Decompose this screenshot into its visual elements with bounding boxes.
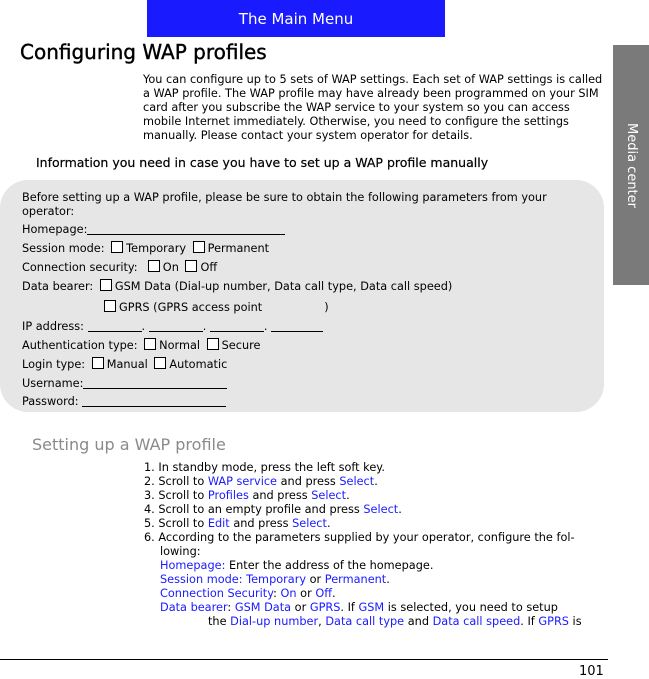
list-item xyxy=(144,531,582,545)
step-text: and press xyxy=(248,489,312,502)
list-item xyxy=(144,601,582,615)
normal-checkbox xyxy=(144,338,156,350)
menu-term: Data call type xyxy=(325,615,405,628)
ip-octet-4 xyxy=(271,319,323,332)
step-text: . If xyxy=(340,601,359,614)
menu-term: Session mode: Temporary xyxy=(160,573,307,586)
off-checkbox xyxy=(185,260,197,272)
page-number: 101 xyxy=(579,664,604,679)
menu-term: WAP service xyxy=(207,475,278,488)
ip-address-row xyxy=(22,319,323,334)
on-checkbox xyxy=(148,260,160,272)
step-text: 2. Scroll to xyxy=(144,475,208,488)
login-type-row xyxy=(22,357,227,372)
step-text: or xyxy=(306,573,325,586)
menu-term: Connection Security xyxy=(160,587,274,600)
step-text: or xyxy=(296,587,316,600)
step-text: . xyxy=(386,573,390,586)
step-text: is selected, you need to setup xyxy=(384,601,558,614)
temporary-checkbox xyxy=(111,241,123,253)
username-label: Username: xyxy=(22,377,84,390)
list-item xyxy=(144,587,582,601)
ip-address-label: IP address: xyxy=(22,320,84,333)
automatic-checkbox xyxy=(154,357,166,369)
list-item xyxy=(144,475,582,489)
normal-label: Normal xyxy=(159,339,201,352)
ip-dot: . xyxy=(263,320,268,333)
homepage-label: Homepage: xyxy=(22,223,88,236)
menu-term: Select xyxy=(363,503,399,516)
ip-dot: . xyxy=(141,320,146,333)
step-text: . xyxy=(374,475,378,488)
step-text: and xyxy=(404,615,433,628)
homepage-blank xyxy=(87,222,285,235)
step-text: 6. According to the parameters supplied by your operator, configure the fol- xyxy=(144,531,575,544)
ip-dot: . xyxy=(202,320,207,333)
gprs-close: ) xyxy=(324,301,329,314)
step-text: and press xyxy=(229,517,293,530)
menu-term: GPRS xyxy=(538,615,569,628)
automatic-label: Automatic xyxy=(169,358,228,371)
password-label: Password: xyxy=(22,395,79,408)
menu-term: Homepage: xyxy=(160,559,226,572)
username-row xyxy=(22,376,227,391)
menu-term: GPRS xyxy=(309,601,341,614)
list-item xyxy=(144,517,582,531)
username-blank xyxy=(83,376,227,389)
footer-divider xyxy=(0,659,608,660)
page-title: Configuring WAP profiles xyxy=(20,40,267,64)
step-text: . xyxy=(346,489,350,502)
ip-octet-1 xyxy=(88,319,142,332)
intro-paragraph: You can configure up to 5 sets of WAP settings. Each set of WAP settings is called a WAP profile. The WAP profile may have already been programmed on your SIM card after you subscribe the WAP service to your system so you can access mobile Internet immediately. Otherwise, you need to configure the settings manually. Please contact your system operator for details. xyxy=(143,73,603,142)
manual-label: Manual xyxy=(106,358,148,371)
on-label: On xyxy=(162,261,179,274)
session-mode-row xyxy=(22,241,269,256)
gprs-checkbox xyxy=(104,300,116,312)
step-text: Enter the address of the homepage. xyxy=(225,559,434,572)
menu-term: Permanent xyxy=(324,573,387,586)
side-tab xyxy=(613,45,649,285)
login-type-label: Login type: xyxy=(22,358,86,371)
step-text: the xyxy=(208,615,231,628)
list-item xyxy=(144,559,582,573)
chapter-banner: The Main Menu xyxy=(147,0,445,37)
step-text: . xyxy=(398,503,402,516)
step-text: lowing: xyxy=(160,545,201,558)
menu-term: Select xyxy=(292,517,327,530)
panel-intro: Before setting up a WAP profile, please be sure to obtain the following parameters from your operator: xyxy=(22,191,547,218)
menu-term: Select xyxy=(311,489,347,502)
menu-term: On xyxy=(280,587,297,600)
list-item xyxy=(144,461,582,475)
list-item xyxy=(144,545,582,559)
list-item xyxy=(144,489,582,503)
permanent-checkbox xyxy=(193,241,205,253)
step-text: . xyxy=(326,517,331,530)
homepage-row xyxy=(22,222,285,237)
manual-checkbox xyxy=(92,357,104,369)
side-tab-label: Media center xyxy=(623,122,639,208)
step-text: 3. Scroll to xyxy=(144,489,208,502)
gsm-checkbox xyxy=(100,279,112,291)
connection-security-row xyxy=(22,260,217,275)
steps-list xyxy=(144,461,582,629)
setup-heading: Setting up a WAP profile xyxy=(32,435,226,454)
menu-term: Edit xyxy=(207,517,230,530)
password-row xyxy=(22,394,226,409)
list-item xyxy=(144,573,582,587)
list-item xyxy=(144,503,582,517)
auth-type-row xyxy=(22,338,260,353)
menu-term: Data call speed xyxy=(432,615,521,628)
step-text: , xyxy=(318,615,326,628)
off-label: Off xyxy=(200,261,218,274)
step-text: is xyxy=(568,615,582,628)
gprs-row xyxy=(101,300,329,315)
menu-term: Dial-up number xyxy=(230,615,319,628)
gsm-label: GSM Data (Dial-up number, Data call type, Data call speed) xyxy=(114,280,453,293)
session-mode-label: Session mode: xyxy=(22,242,105,255)
password-blank xyxy=(82,394,226,407)
menu-term: Data bearer xyxy=(160,601,228,614)
permanent-label: Permanent xyxy=(207,242,270,255)
ip-octet-2 xyxy=(149,319,203,332)
step-text: : xyxy=(227,601,235,614)
secure-checkbox xyxy=(207,338,219,350)
step-text: . xyxy=(332,587,336,600)
gprs-label: GPRS (GPRS access point xyxy=(119,301,263,314)
step-text: and press xyxy=(277,475,340,488)
temporary-label: Temporary xyxy=(126,242,187,255)
menu-term: Off xyxy=(315,587,332,600)
menu-term: Select xyxy=(339,475,375,488)
secure-label: Secure xyxy=(221,339,261,352)
parameters-panel xyxy=(0,180,604,412)
data-bearer-row xyxy=(22,279,452,294)
data-bearer-label: Data bearer: xyxy=(22,280,94,293)
menu-term: GSM Data xyxy=(234,601,292,614)
info-heading: Information you need in case you have to set up a WAP profile manually xyxy=(36,155,489,170)
step-text: 1. In standby mode, press the left soft key. xyxy=(144,461,385,474)
step-text: or xyxy=(291,601,310,614)
auth-type-label: Authentication type: xyxy=(22,339,138,352)
step-text: 5. Scroll to xyxy=(144,517,208,530)
step-text: . If xyxy=(520,615,539,628)
connection-security-label: Connection security: xyxy=(22,261,138,274)
menu-term: GSM xyxy=(358,601,385,614)
step-text: : xyxy=(273,587,281,600)
list-item xyxy=(144,615,582,629)
step-text: 4. Scroll to an empty profile and press xyxy=(144,503,364,516)
menu-term: Profiles xyxy=(207,489,249,502)
ip-octet-3 xyxy=(210,319,264,332)
